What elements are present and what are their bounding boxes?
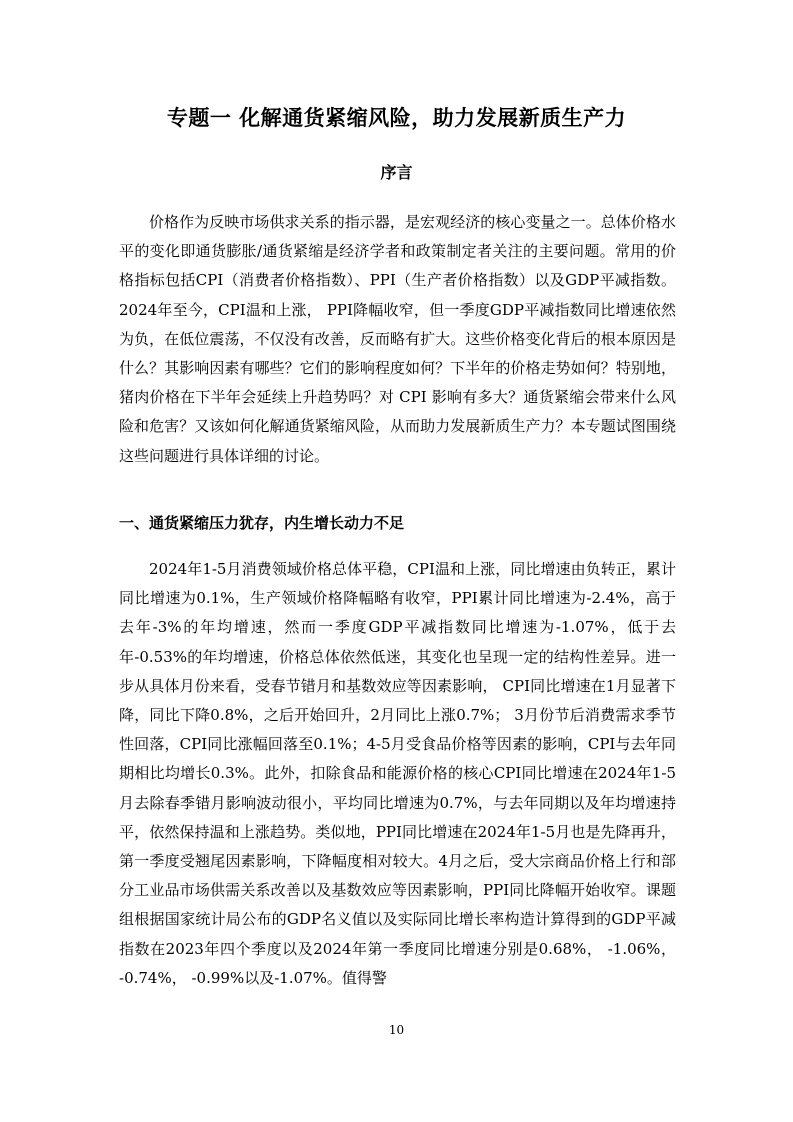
preface-heading: 序言 — [380, 163, 413, 182]
section-heading: 一、通货紧缩压力犹存，内生增长动力不足 — [119, 514, 405, 532]
section-paragraph: 2024年1-5月消费领域价格总体平稳，CPI温和上涨，同比增速由负转正，累计同比增速为0.1%，生产领域价格降幅略有收窄，PPI累计同比增速为-2.4%，高于去年-3%的年均增速，然而一季度GDP平减指数同比增速为-1.07%，低于去年-0.53%的年均增速，价格总体依然低迷，其变化也呈现一定的结构性差异。进一步从具体月份来看，受春节错月和基数效应等因素影响， CPI同比增速在1月显著下降，同比下降0.8%，之后开始回升，2月同比上涨0.7%； 3月份节后消费需求季节性回落，CPI同比涨幅回落至0.1%；4-5月受食品价格等因素的影响，CPI与去年同期相比均增长0.3%。此外，扣除食品和能源价格的核心CPI同比增速在2024年1-5月去除春季错月影响波动很小，平均同比增速为0.7%，与去年同期以及年均增速持平，依然保持温和上涨趋势。类似地，PPI同比增速在2024年1-5月也是先降再升，第一季度受翘尾因素影响，下降幅度相对较大。4月之后，受大宗商品价格上行和部分工业品市场供需关系改善以及基数效应等因素影响，PPI同比降幅开始收窄。课题组根据国家统计局公布的GDP名义值以及实际同比增长率构造计算得到的GDP平减指数在2023年四个季度以及2024年第一季度同比增速分别是0.68%， -1.06%， -0.74%， -0.99%以及-1.07%。值得警 — [119, 560, 676, 987]
document-title: 专题一 化解通货紧缩风险，助力发展新质生产力 — [166, 105, 627, 130]
intro-paragraph: 价格作为反映市场供求关系的指示器，是宏观经济的核心变量之一。总体价格水平的变化即通货膨胀/通货紧缩是经济学者和政策制定者关注的主要问题。常用的价格指标包括CPI（消费者价格指数）、PPI（生产者价格指数）以及GDP平减指数。2024年至今，CPI温和上涨， PPI降幅收窄，但一季度GDP平减指数同比增速依然为负，在低位震荡，不仅没有改善，反而略有扩大。这些价格变化背后的根本原因是什么？其影响因素有哪些？它们的影响程度如何？下半年的价格走势如何？特别地，猪肉价格在下半年会延续上升趋势吗？对 CPI 影响有多大？通货紧缩会带来什么风险和危害？又该如何化解通货紧缩风险，从而助力发展新质生产力？本专题试图围绕这些问题进行具体详细的讨论。 — [119, 213, 676, 465]
page-number: 10 — [388, 1023, 405, 1037]
